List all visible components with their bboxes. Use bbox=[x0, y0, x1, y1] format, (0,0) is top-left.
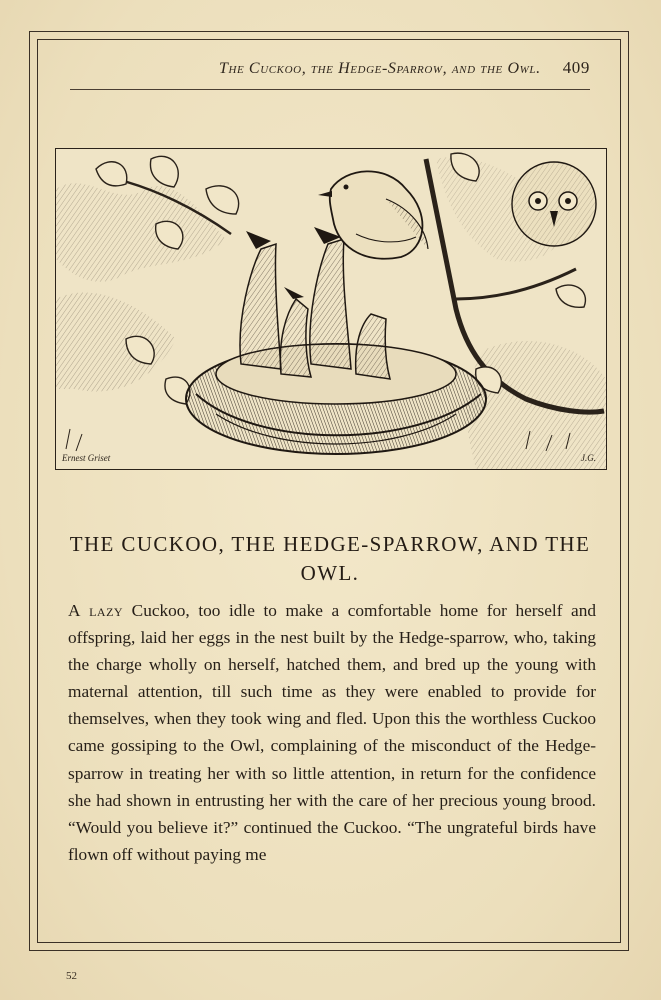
fable-illustration bbox=[55, 148, 607, 470]
engraver-monogram: J.G. bbox=[581, 453, 596, 463]
running-head bbox=[70, 58, 590, 78]
fable-body-text: Cuckoo, too idle to make a comfortable home for herself and offspring, laid her eggs in the nest built by the Hedge-sparrow, who, taking the charge wholly on herself, hatched them, and bred up the young with maternal attention, till such time as they were enabled to provide for themselves, when they took wing and fled. Upon this the worthless Cuckoo came gossiping to the Owl, complaining of the misconduct of the Hedge-sparrow in treating her with so little attention, in return for the confidence she had shown in entrusting her with the care of her precious young brood. “Would you believe it?” continued the Cuckoo. “The ungrateful birds have flown off without paying me bbox=[68, 601, 596, 864]
running-head-rule bbox=[70, 89, 590, 90]
artist-signature: Ernest Griset bbox=[62, 453, 111, 463]
fable-lead-words: A lazy bbox=[68, 601, 124, 620]
fable-title: THE CUCKOO, THE HEDGE-SPARROW, AND THE OWL. bbox=[69, 532, 591, 585]
engraving-image bbox=[56, 149, 606, 469]
printer-signature-mark: 52 bbox=[66, 970, 77, 982]
page-number: 409 bbox=[562, 58, 590, 77]
fable-body bbox=[68, 597, 596, 868]
running-head-title: The Cuckoo, the Hedge-Sparrow, and the Owl. bbox=[218, 60, 541, 77]
